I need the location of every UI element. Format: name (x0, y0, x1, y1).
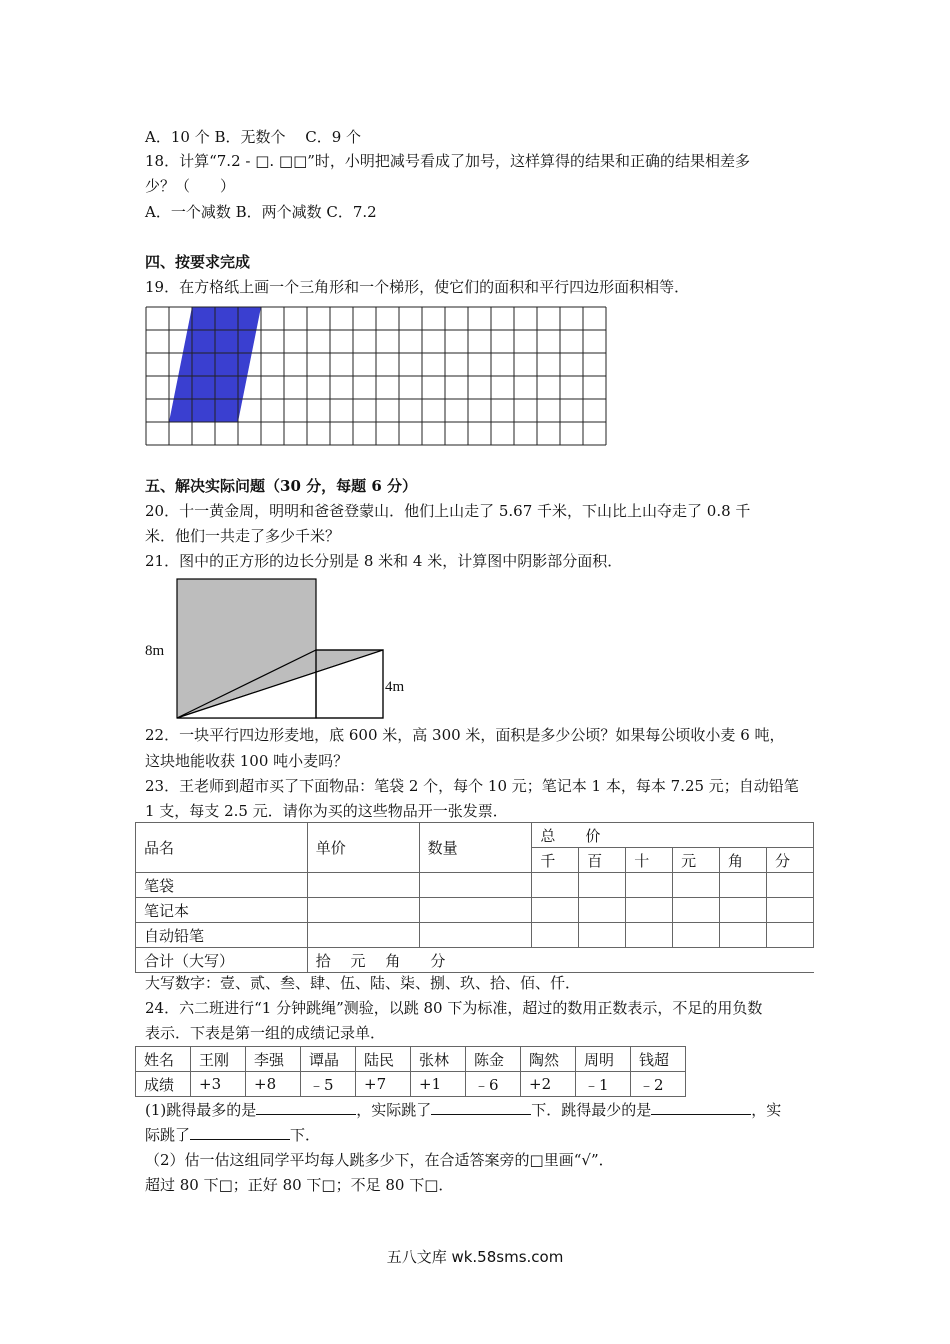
total-label: 合计（大写） (136, 948, 308, 973)
invoice-table (135, 822, 814, 973)
student-score: +1 (411, 1072, 466, 1097)
student-name: 王刚 (191, 1047, 246, 1072)
student-score: +2 (521, 1072, 576, 1097)
square-grid (145, 306, 607, 446)
unit-cell: 角 (720, 848, 767, 873)
invoice-header-name: 品名 (136, 823, 308, 873)
student-score: +3 (191, 1072, 246, 1097)
item-name: 笔袋 (136, 873, 308, 898)
label-4m: 4m (385, 679, 405, 695)
names-header: 姓名 (136, 1047, 191, 1072)
answer-blank[interactable] (256, 1100, 356, 1115)
two-squares-figure (140, 575, 415, 725)
invoice-row (136, 873, 814, 898)
q24-p1-d: ，实 (751, 1101, 782, 1119)
student-name: 周明 (576, 1047, 631, 1072)
q24-line1: 24．六二班进行“1 分钟跳绳”测验，以跳 80 下为标准，超过的数用正数表示，不足的用负数 (145, 999, 763, 1017)
q24-p1-f: 下． (290, 1126, 321, 1144)
student-score: +7 (356, 1072, 411, 1097)
q17-options: A．10 个 B．无数个 C．9 个 (145, 128, 362, 146)
student-name: 李强 (246, 1047, 301, 1072)
student-score: ﹣5 (301, 1072, 356, 1097)
invoice-header-price: 单价 (307, 823, 419, 873)
q18-line2: 少？（ ） (145, 177, 236, 195)
q22-line2: 这块地能收获 100 吨小麦吗？ (145, 752, 349, 770)
invoice-header-total: 总 价 (532, 823, 814, 848)
q19-text: 19．在方格纸上画一个三角形和一个梯形，使它们的面积和平行四边形面积相等． (145, 278, 690, 296)
score-table (135, 1046, 686, 1097)
q20-line2: 米．他们一共走了多少千米？ (145, 527, 341, 545)
student-score: ﹣1 (576, 1072, 631, 1097)
q22-line1: 22．一块平行四边形麦地，底 600 米，高 300 米，面积是多少公顷？如果每公顷收小麦 6 吨， (145, 726, 785, 744)
answer-blank[interactable] (651, 1100, 751, 1115)
q24-part1-line2 (145, 1125, 320, 1145)
item-name: 笔记本 (136, 898, 308, 923)
student-name: 陆民 (356, 1047, 411, 1072)
q24-part2: （2）估一估这组同学平均每人跳多少下，在合适答案旁的□里画“√”． (145, 1151, 614, 1169)
invoice-header-qty: 数量 (419, 823, 532, 873)
item-name: 自动铅笔 (136, 923, 308, 948)
answer-blank[interactable] (431, 1100, 531, 1115)
student-score: ﹣2 (631, 1072, 686, 1097)
unit-cell: 百 (579, 848, 626, 873)
footer-watermark: 五八文库 wk.58sms.com (386, 1248, 564, 1266)
student-score: ﹣6 (466, 1072, 521, 1097)
q24-part2-options: 超过 80 下□；正好 80 下□；不足 80 下□． (145, 1176, 454, 1194)
student-name: 钱超 (631, 1047, 686, 1072)
student-name: 陶然 (521, 1047, 576, 1072)
q20-line1: 20．十一黄金周，明明和爸爸登蒙山．他们上山走了 5.67 千米，下山比上山夺走了 0.8 千 (145, 502, 751, 520)
invoice-total-row (136, 948, 814, 973)
section4-title: 四、按要求完成 (145, 253, 251, 271)
student-name: 陈金 (466, 1047, 521, 1072)
q24-p1-c: 下．跳得最少的是 (531, 1101, 652, 1119)
unit-cell: 分 (766, 848, 813, 873)
q18-options: A．一个减数 B．两个减数 C．7.2 (145, 203, 377, 221)
student-score: +8 (246, 1072, 301, 1097)
student-name: 张林 (411, 1047, 466, 1072)
q24-p1-e: 际跳了 (145, 1126, 191, 1144)
q21-text: 21．图中的正方形的边长分别是 8 米和 4 米，计算图中阴影部分面积． (145, 552, 623, 570)
section5-title: 五、解决实际问题（30 分，每题 6 分） (145, 477, 417, 495)
invoice-row (136, 923, 814, 948)
unit-cell: 千 (532, 848, 579, 873)
unit-cell: 元 (673, 848, 720, 873)
student-name: 谭晶 (301, 1047, 356, 1072)
q23-line1: 23．王老师到超市买了下面物品：笔袋 2 个，每个 10 元；笔记本 1 本，每本 7.25 元；自动铅笔 (145, 777, 799, 795)
q18-line1: 18．计算“7.2 - □. □□”时，小明把减号看成了加号，这样算得的结果和正确的结果相差多 (145, 152, 750, 170)
unit-cell: 十 (626, 848, 673, 873)
answer-blank[interactable] (190, 1125, 290, 1140)
q24-part1-line1 (145, 1100, 781, 1120)
total-value: 拾 元 角 分 (307, 948, 813, 973)
q24-p1-b: ，实际跳了 (356, 1101, 432, 1119)
q24-p1-a: (1)跳得最多的是 (145, 1101, 257, 1119)
q24-line2: 表示．下表是第一组的成绩记录单． (145, 1024, 386, 1042)
capital-digits: 大写数字：壹、贰、叁、肆、伍、陆、柒、捌、玖、拾、佰、仟． (145, 974, 581, 992)
label-8m: 8m (145, 643, 165, 659)
q23-line2: 1 支，每支 2.5 元．请你为买的这些物品开一张发票． (145, 802, 508, 820)
scores-header: 成绩 (136, 1072, 191, 1097)
invoice-row (136, 898, 814, 923)
